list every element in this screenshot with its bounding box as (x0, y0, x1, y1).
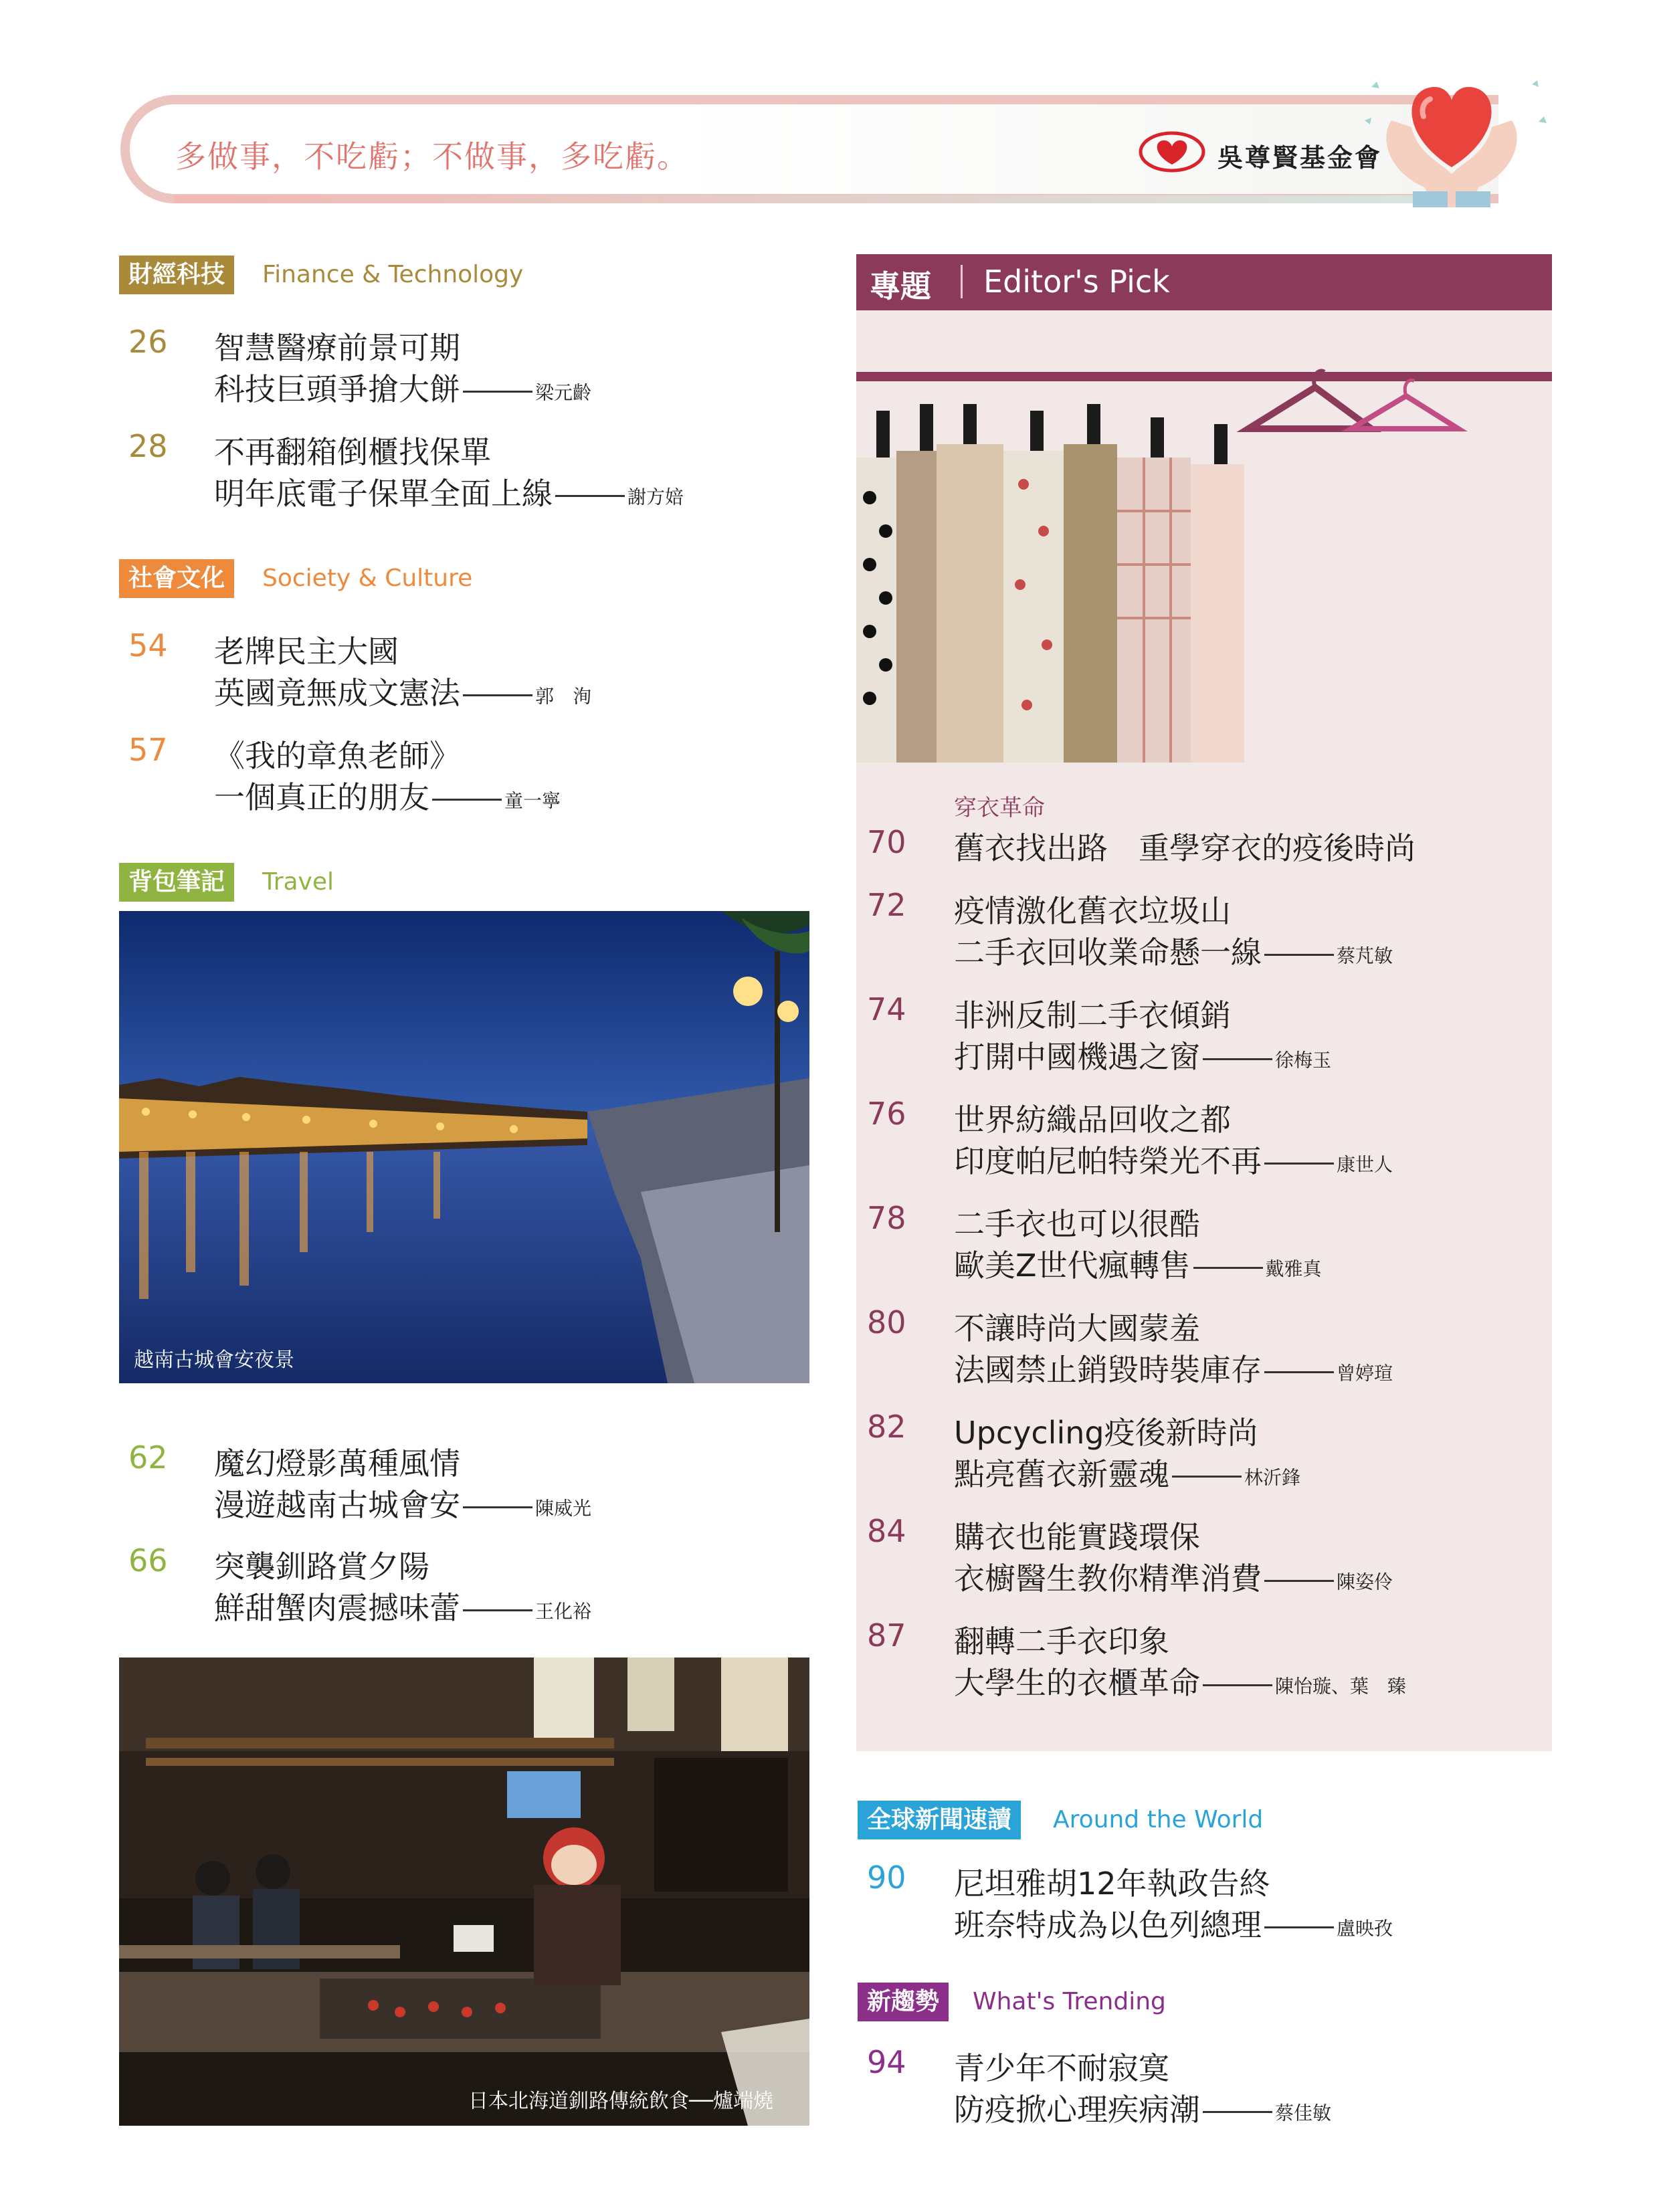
article-subtitle: 科技巨頭爭搶大餅 梁元齡 (214, 371, 592, 407)
page-number: 26 (128, 324, 168, 360)
photo-caption: 越南古城會安夜景 (134, 1348, 294, 1372)
article-subtitle: 漫遊越南古城會安 陳威光 (214, 1487, 592, 1523)
article-title: 《我的章魚老師》 (214, 738, 460, 774)
author-dash (463, 1609, 532, 1611)
article-subtitle: 衣櫥醫生教你精準消費 陳姿伶 (954, 1561, 1393, 1597)
section-title-travel: Travel (262, 868, 334, 896)
article-title: 青少年不耐寂寞 (954, 2050, 1169, 2086)
author-name: 陳姿伶 (1337, 1571, 1393, 1593)
author-name: 謝方婄 (627, 486, 684, 508)
page-number: 87 (867, 1617, 906, 1653)
author-name: 盧映孜 (1337, 1917, 1393, 1940)
author-dash (463, 391, 532, 393)
article-title: 不讓時尚大國蒙羞 (954, 1310, 1200, 1346)
page-number: 66 (128, 1542, 168, 1579)
page-number: 80 (867, 1304, 906, 1340)
section-tag-travel: 背包筆記 (119, 863, 234, 902)
section-title-finance: Finance & Technology (262, 261, 524, 288)
banner-underline (174, 195, 1445, 203)
page-number: 74 (867, 991, 906, 1027)
article-subtitle: 大學生的衣櫃革命 陳怡璇、葉 臻 (954, 1665, 1407, 1701)
article-title: 二手衣也可以很酷 (954, 1206, 1200, 1242)
author-dash (1264, 1926, 1334, 1928)
author-name: 林沂鋒 (1244, 1466, 1301, 1489)
author-name: 徐梅玉 (1275, 1049, 1332, 1072)
article-title: 老牌民主大國 (214, 633, 399, 670)
author-dash (1172, 1476, 1242, 1478)
header-separator (961, 265, 963, 298)
page-number: 54 (128, 627, 168, 664)
article-subtitle: 英國竟無成文憲法 郭 洵 (214, 675, 592, 711)
author-name: 戴雅真 (1265, 1258, 1322, 1280)
section-title-trending: What's Trending (973, 1988, 1166, 2015)
article-title: 尼坦雅胡12年執政告終 (954, 1866, 1270, 1902)
section-tag-world: 全球新聞速讀 (858, 1801, 1021, 1839)
author-dash (1264, 1371, 1334, 1373)
hoi-an-night-photo (119, 911, 809, 1383)
author-name: 康世人 (1337, 1153, 1393, 1176)
section-title-society: Society & Culture (262, 565, 473, 592)
article-subtitle: 一個真正的朋友 童一寧 (214, 779, 561, 815)
article-title: 舊衣找出路 重學穿衣的疫後時尚 (954, 830, 1416, 866)
article-subtitle: 打開中國機遇之窗 徐梅玉 (954, 1039, 1332, 1075)
article-subtitle: 二手衣回收業命懸一線 蔡芃敏 (954, 934, 1393, 971)
article-subtitle: 歐美Z世代瘋轉售 戴雅真 (954, 1247, 1322, 1284)
section-tag-trending: 新趨勢 (858, 1983, 949, 2021)
author-name: 蔡芃敏 (1337, 944, 1393, 967)
author-name: 曾婷瑄 (1337, 1362, 1393, 1385)
foundation-name: 吳尊賢基金會 (1217, 142, 1383, 173)
author-dash (1264, 1580, 1334, 1582)
section-title-world: Around the World (1053, 1806, 1264, 1833)
page-number: 90 (867, 1859, 906, 1896)
section-tag-pick: 專題 (870, 268, 931, 304)
page-number: 94 (867, 2044, 906, 2080)
author-name: 陳怡璇、葉 臻 (1275, 1675, 1407, 1698)
article-title: 突襲釧路賞夕陽 (214, 1548, 429, 1585)
slogan-text: 多做事，不吃虧；不做事，多吃虧。 (175, 138, 689, 175)
hands-holding-heart-icon (1351, 60, 1552, 207)
author-dash (1203, 2111, 1272, 2113)
section-tag-finance: 財經科技 (119, 256, 234, 294)
page-number: 57 (128, 732, 168, 768)
author-dash (463, 694, 532, 696)
author-name: 童一寧 (504, 789, 561, 812)
section-title-pick: Editor's Pick (983, 264, 1170, 300)
article-subtitle: 印度帕尼帕特榮光不再 康世人 (954, 1143, 1393, 1179)
article-title: 世界紡織品回收之都 (954, 1102, 1231, 1138)
sub-topic-label: 穿衣革命 (954, 795, 1045, 821)
article-title: 魔幻燈影萬種風情 (214, 1445, 460, 1482)
article-title: 疫情激化舊衣垃圾山 (954, 893, 1231, 929)
article-subtitle: 點亮舊衣新靈魂 林沂鋒 (954, 1456, 1301, 1492)
article-subtitle: 班奈特成為以色列總理 盧映孜 (954, 1907, 1393, 1943)
page-number: 78 (867, 1200, 906, 1236)
page-number: 62 (128, 1439, 168, 1476)
page-number: 76 (867, 1096, 906, 1132)
author-name: 郭 洵 (535, 685, 592, 708)
author-name: 梁元齡 (535, 381, 592, 404)
article-title: 購衣也能實踐環保 (954, 1519, 1200, 1555)
author-dash (1193, 1267, 1263, 1269)
author-name: 陳威光 (535, 1497, 592, 1520)
author-dash (463, 1506, 532, 1508)
page-number: 28 (128, 428, 168, 464)
article-title: 不再翻箱倒櫃找保單 (214, 434, 491, 470)
article-title: 翻轉二手衣印象 (954, 1623, 1169, 1660)
photo-caption: 日本北海道釧路傳統飲食──爐端燒 (468, 2090, 774, 2113)
article-title: Upcycling疫後新時尚 (954, 1415, 1258, 1451)
article-title: 智慧醫療前景可期 (214, 330, 460, 366)
author-name: 蔡佳敏 (1275, 2102, 1332, 2124)
clothes-rack-photo (856, 310, 1552, 763)
page-number: 70 (867, 824, 906, 860)
article-title: 非洲反制二手衣傾銷 (954, 997, 1231, 1033)
article-subtitle: 法國禁止銷毀時裝庫存 曾婷瑄 (954, 1352, 1393, 1388)
author-name: 王化裕 (535, 1600, 592, 1623)
page-number: 84 (867, 1513, 906, 1549)
page-number: 82 (867, 1409, 906, 1445)
author-dash (432, 799, 502, 801)
article-subtitle: 鮮甜蟹肉震撼味蕾 王化裕 (214, 1590, 592, 1626)
author-dash (1203, 1058, 1272, 1060)
article-subtitle: 明年底電子保單全面上線 謝方婄 (214, 476, 684, 512)
article-subtitle: 防疫掀心理疾病潮 蔡佳敏 (954, 2092, 1332, 2128)
page-number: 72 (867, 887, 906, 923)
robatayaki-restaurant-photo (119, 1657, 809, 2126)
author-dash (555, 495, 625, 497)
author-dash (1203, 1684, 1272, 1686)
foundation-heart-logo-icon (1139, 131, 1205, 173)
section-tag-society: 社會文化 (119, 559, 234, 598)
author-dash (1264, 1163, 1334, 1165)
author-dash (1264, 954, 1334, 956)
